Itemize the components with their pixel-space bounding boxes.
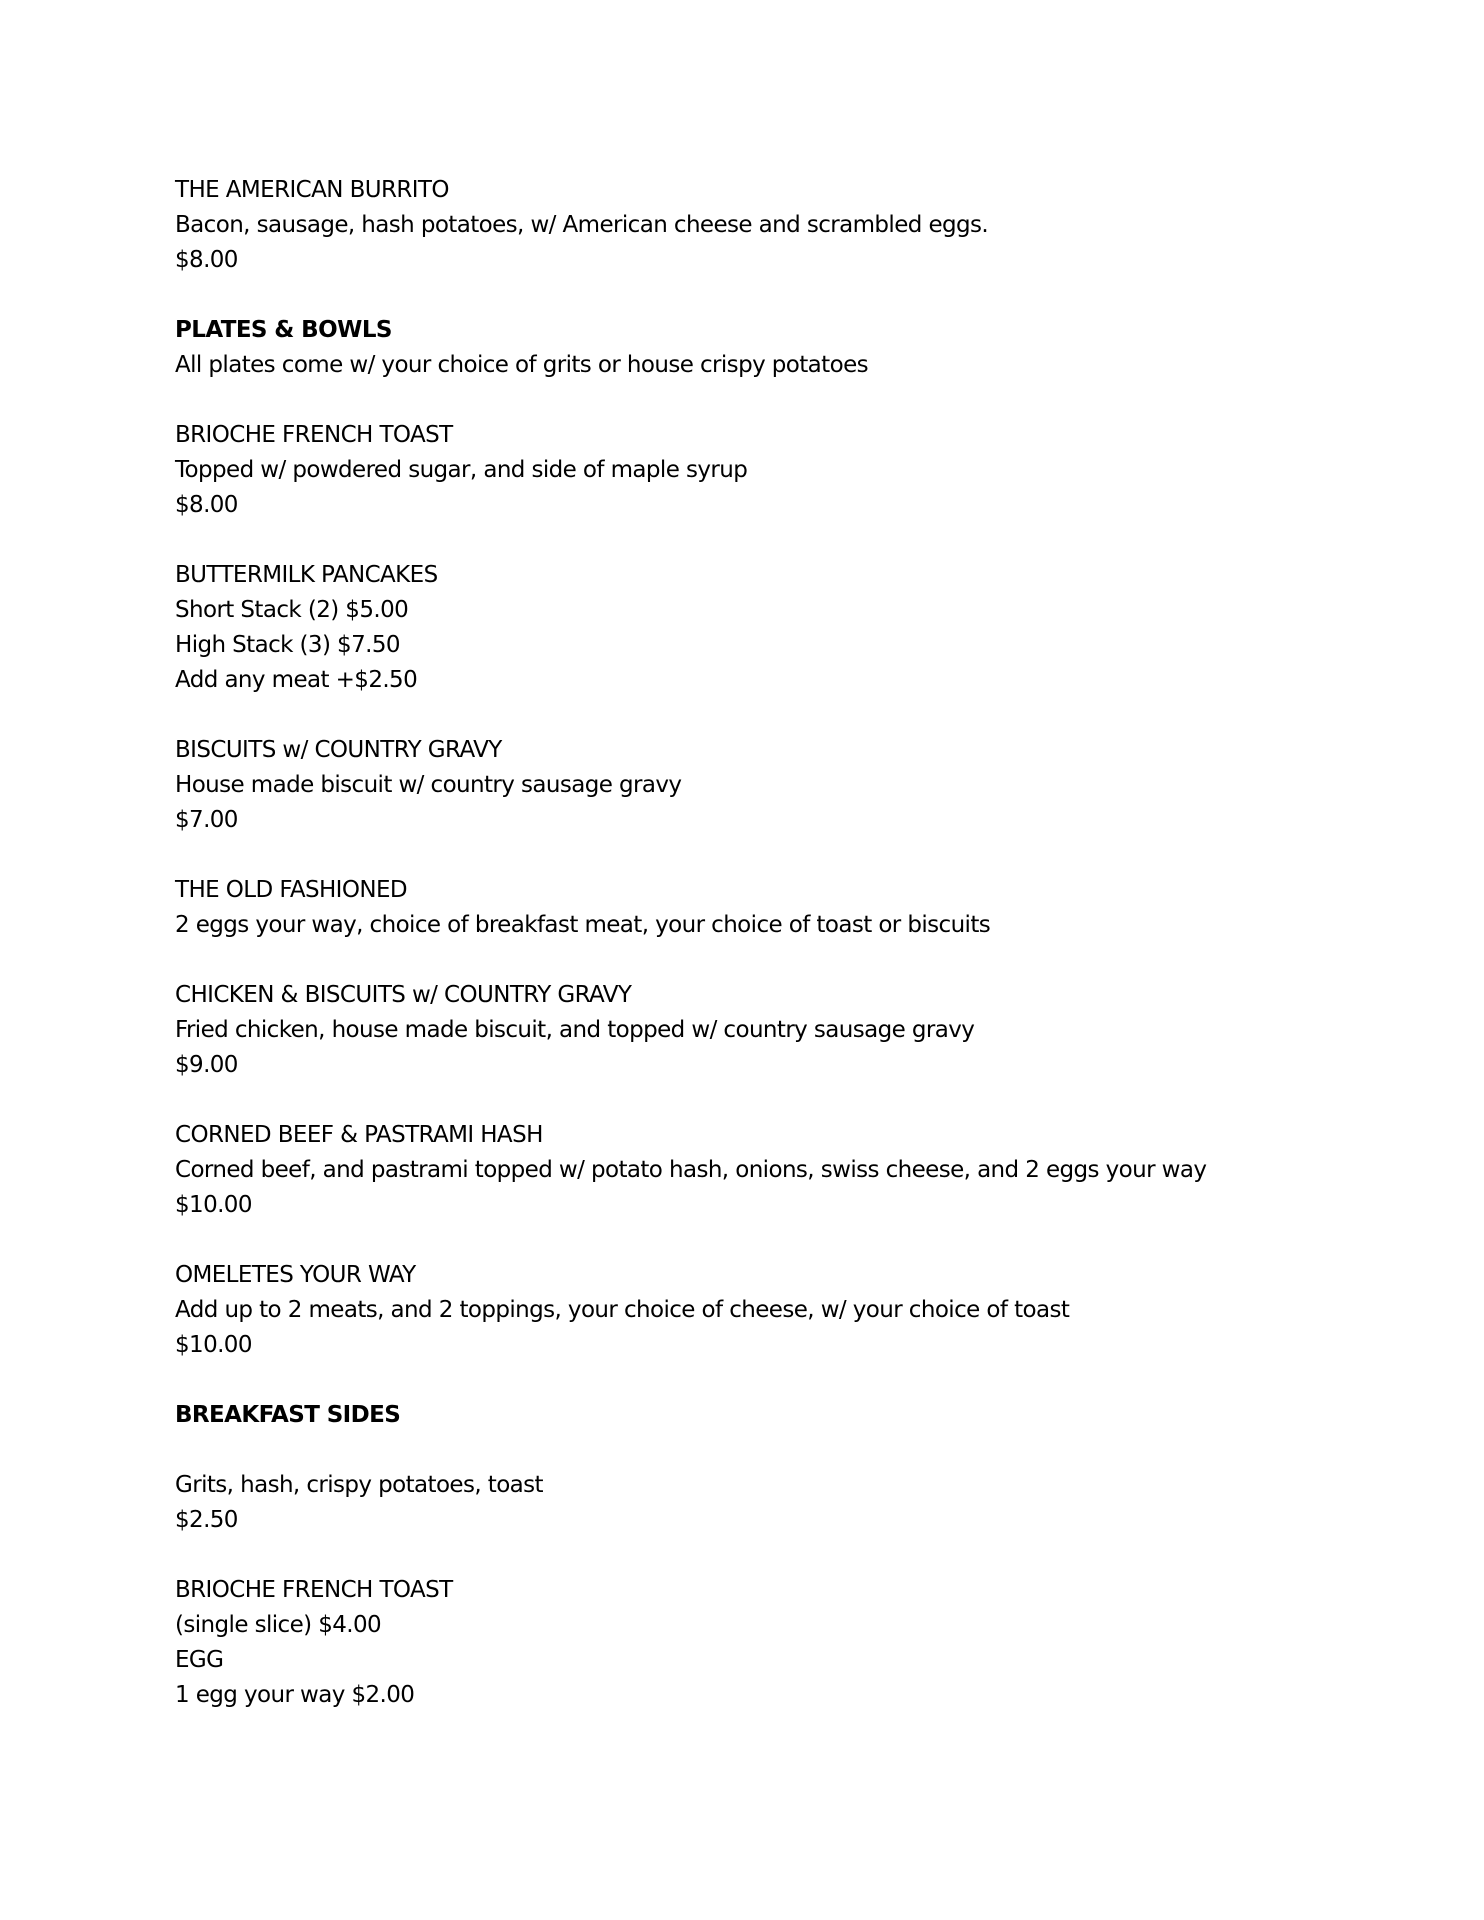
item-option-high-stack: High Stack (3) $7.50 — [175, 632, 400, 658]
section-breakfast-sides — [175, 1398, 1375, 1433]
item-price: $10.00 — [175, 1192, 252, 1218]
spacer — [175, 1363, 1375, 1398]
menu-item-side-egg — [175, 1643, 1375, 1713]
item-title: OMELETES YOUR WAY — [175, 1262, 416, 1288]
item-description: House made biscuit w/ country sausage gravy — [175, 772, 682, 798]
item-price: $8.00 — [175, 492, 238, 518]
item-description: Topped w/ powdered sugar, and side of maple syrup — [175, 457, 748, 483]
item-price: $10.00 — [175, 1332, 252, 1358]
item-title: BUTTERMILK PANCAKES — [175, 562, 438, 588]
item-description: Grits, hash, crispy potatoes, toast — [175, 1472, 543, 1498]
item-description: (single slice) $4.00 — [175, 1612, 382, 1638]
section-heading: BREAKFAST SIDES — [175, 1402, 401, 1428]
spacer — [175, 523, 1375, 558]
item-option-add-meat: Add any meat +$2.50 — [175, 667, 418, 693]
menu-item-corned-beef — [175, 1118, 1375, 1223]
spacer — [175, 278, 1375, 313]
item-title: THE AMERICAN BURRITO — [175, 177, 449, 203]
menu-item-omeletes — [175, 1258, 1375, 1363]
item-price: $8.00 — [175, 247, 238, 273]
item-description: 1 egg your way $2.00 — [175, 1682, 415, 1708]
item-description: 2 eggs your way, choice of breakfast meat, your choice of toast or biscuits — [175, 912, 991, 938]
menu-item-side-french-toast — [175, 1573, 1375, 1643]
section-plates-bowls — [175, 313, 1375, 383]
spacer — [175, 1433, 1375, 1468]
spacer — [175, 383, 1375, 418]
spacer — [175, 943, 1375, 978]
spacer — [175, 1083, 1375, 1118]
item-price: $9.00 — [175, 1052, 238, 1078]
menu-item-pancakes — [175, 558, 1375, 698]
item-title: BISCUITS w/ COUNTRY GRAVY — [175, 737, 502, 763]
item-description: Bacon, sausage, hash potatoes, w/ American cheese and scrambled eggs. — [175, 212, 989, 238]
menu-item-chicken-biscuits — [175, 978, 1375, 1083]
menu-item-old-fashioned — [175, 873, 1375, 943]
section-note: All plates come w/ your choice of grits or house crispy potatoes — [175, 352, 868, 378]
spacer — [175, 1223, 1375, 1258]
item-description: Fried chicken, house made biscuit, and topped w/ country sausage gravy — [175, 1017, 975, 1043]
section-heading: PLATES & BOWLS — [175, 317, 392, 343]
item-title: EGG — [175, 1647, 224, 1673]
spacer — [175, 698, 1375, 733]
item-description: Corned beef, and pastrami topped w/ potato hash, onions, swiss cheese, and 2 eggs your way — [175, 1157, 1207, 1183]
menu-item-french-toast — [175, 418, 1375, 523]
item-title: BRIOCHE FRENCH TOAST — [175, 422, 453, 448]
menu-item-american-burrito — [175, 173, 1375, 278]
spacer — [175, 838, 1375, 873]
item-option-short-stack: Short Stack (2) $5.00 — [175, 597, 409, 623]
item-title: BRIOCHE FRENCH TOAST — [175, 1577, 453, 1603]
item-price: $7.00 — [175, 807, 238, 833]
menu-item-sides-basic — [175, 1468, 1375, 1538]
menu-page — [175, 173, 1375, 1713]
spacer — [175, 1538, 1375, 1573]
item-description: Add up to 2 meats, and 2 toppings, your choice of cheese, w/ your choice of toast — [175, 1297, 1070, 1323]
item-price: $2.50 — [175, 1507, 238, 1533]
item-title: CORNED BEEF & PASTRAMI HASH — [175, 1122, 543, 1148]
item-title: CHICKEN & BISCUITS w/ COUNTRY GRAVY — [175, 982, 632, 1008]
menu-item-biscuits-gravy — [175, 733, 1375, 838]
item-title: THE OLD FASHIONED — [175, 877, 408, 903]
